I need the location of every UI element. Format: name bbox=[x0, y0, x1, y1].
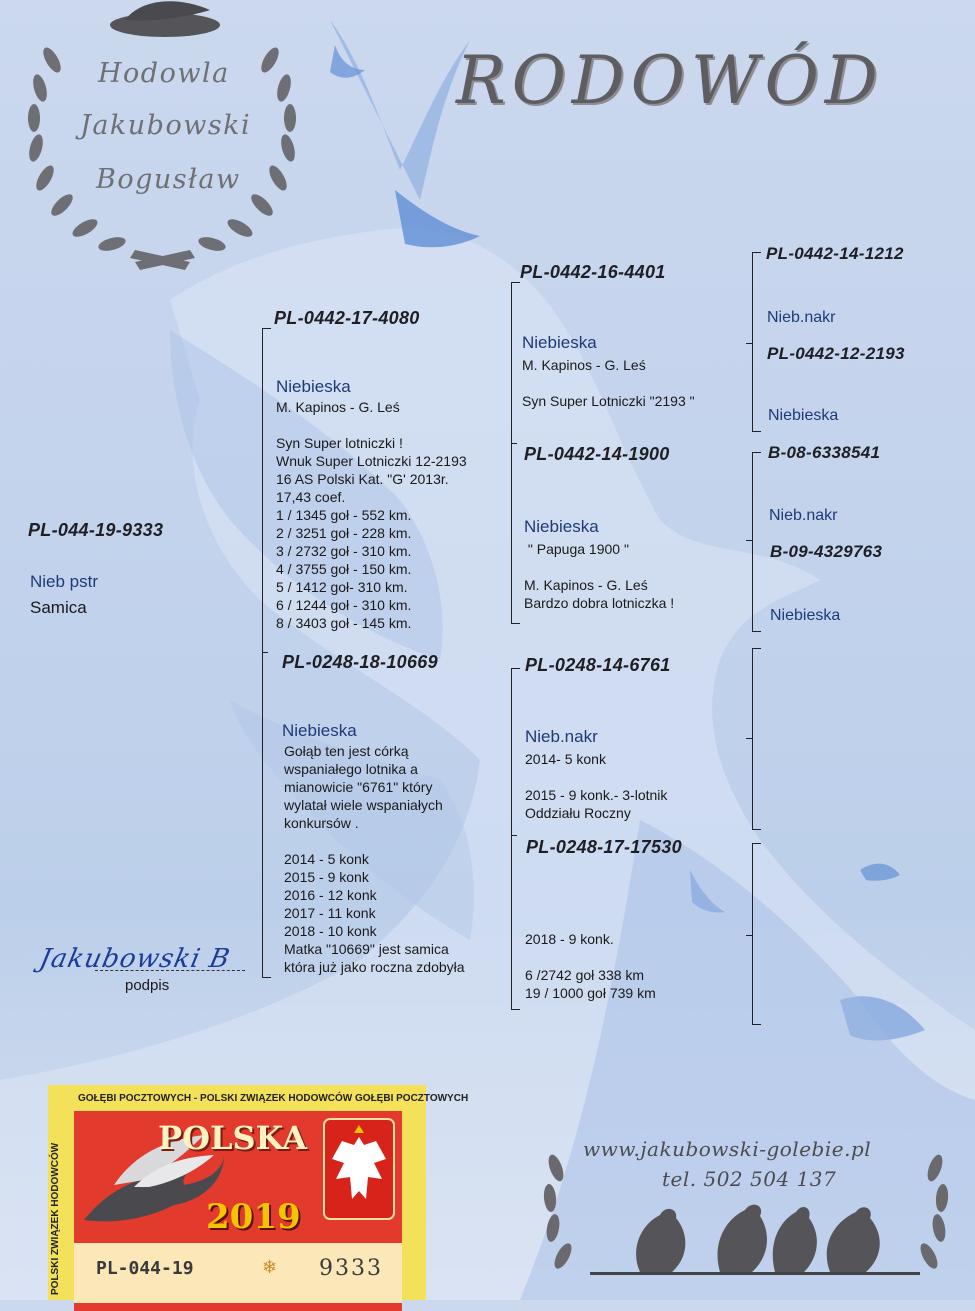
mother-note: Gołąb ten jest córką wspaniałego lotnika a mianowicie "6761" który wylatał wiele wspaniałych konkursów . 2014 - 5 konk 2015 - 9 konk 2016 - 12 konk 2017 - 11 konk 2018 - 10 konk Matka "10669" jest samica która już jako roczna zdobyła bbox=[284, 743, 465, 975]
mm-note: 2018 - 9 konk. 6 /2742 goł 338 km 19 / 1000 goł 739 km bbox=[525, 931, 656, 1001]
ff-note: M. Kapinos - G. Leś Syn Super Lotniczki "2193 " bbox=[522, 357, 695, 409]
ring-card-number: 9333 bbox=[319, 1256, 383, 1281]
ring-card bbox=[48, 1085, 469, 1300]
mf-color: Nieb.nakr bbox=[525, 727, 598, 746]
signature-handwritten: Jakubowski B bbox=[36, 944, 233, 974]
mf-ring: PL-0248-14-6761 bbox=[525, 655, 671, 675]
fm-color: Niebieska bbox=[524, 517, 599, 536]
fff-color: Nieb.nakr bbox=[767, 309, 836, 326]
fmm-color: Niebieska bbox=[770, 607, 841, 624]
eagle-emblem-icon bbox=[324, 1119, 394, 1219]
fmf-color: Nieb.nakr bbox=[769, 507, 838, 524]
fmm-ring: B-09-4329763 bbox=[770, 542, 883, 561]
bracket-fm-mid bbox=[746, 540, 752, 541]
ring-card-year: 2019 bbox=[206, 1197, 301, 1237]
ring-card-star-icon: ❄ bbox=[262, 1257, 278, 1277]
bracket-father-mid bbox=[511, 443, 517, 444]
subject-ring: PL-044-19-9333 bbox=[28, 520, 164, 540]
signature-label: podpis bbox=[125, 977, 170, 994]
bracket-father bbox=[511, 282, 520, 624]
footer-website[interactable]: www.jakubowski-golebie.pl bbox=[583, 1137, 872, 1161]
bracket-mother bbox=[511, 668, 520, 1010]
bracket-parents bbox=[262, 328, 271, 978]
bracket-fm bbox=[752, 452, 761, 632]
ring-card-country: POLSKA bbox=[158, 1119, 307, 1157]
footer-phone: tel. 502 504 137 bbox=[662, 1167, 837, 1191]
bracket-mm-mid bbox=[746, 935, 752, 936]
mother-ring: PL-0248-18-10669 bbox=[282, 652, 438, 672]
father-color: Niebieska bbox=[276, 377, 351, 396]
bracket-ff-mid bbox=[746, 343, 752, 344]
ffm-color: Niebieska bbox=[768, 407, 839, 424]
fm-ring: PL-0442-14-1900 bbox=[524, 444, 670, 464]
ff-ring: PL-0442-16-4401 bbox=[520, 262, 666, 282]
breeder-name-line-3: Bogusław bbox=[96, 164, 241, 195]
ring-card-code: PL-044-19 bbox=[96, 1258, 194, 1279]
breeder-name-line-1: Hodowla bbox=[98, 58, 230, 89]
signature-line bbox=[95, 970, 245, 971]
subject-color: Nieb pstr bbox=[30, 572, 99, 591]
mm-ring: PL-0248-17-17530 bbox=[526, 837, 682, 857]
ff-color: Niebieska bbox=[522, 333, 597, 352]
mother-color: Niebieska bbox=[282, 721, 357, 740]
ffm-ring: PL-0442-12-2193 bbox=[767, 344, 905, 363]
mf-note: 2014- 5 konk 2015 - 9 konk.- 3-lotnik Oddziału Roczny bbox=[525, 751, 668, 821]
fmf-ring: B-08-6338541 bbox=[768, 443, 881, 462]
father-note: M. Kapinos - G. Leś Syn Super lotniczki ! Wnuk Super Lotniczki 12-2193 16 AS Polski Kat. "G' 2013r. 17,43 coef. 1 / 1345 goł - 552 km. 2 / 3251 goł - 228 km. 3 / 2732 goł - 310 km. 4 / 3755 goł - 150 km. 5 / 1412 goł- 310 km. 6 / 1244 goł - 310 km. 8 / 3403 goł - 145 km. bbox=[276, 399, 467, 631]
bracket-parents-mid bbox=[262, 652, 268, 653]
ring-card-border-left: POLSKI ZWIĄZEK HODOWCÓW bbox=[50, 1142, 61, 1295]
fff-ring: PL-0442-14-1212 bbox=[766, 244, 904, 263]
fm-note: " Papuga 1900 " M. Kapinos - G. Leś Bardzo dobra lotniczka ! bbox=[524, 541, 675, 611]
breeder-name-line-2: Jakubowski bbox=[80, 110, 252, 141]
page-title: RODOWÓD bbox=[456, 42, 884, 119]
ring-card-border-top: GOŁĘBI POCZTOWYCH - POLSKI ZWIĄZEK HODOWCÓW GOŁĘBI POCZTOWYCH bbox=[78, 1093, 469, 1104]
bracket-mother-mid bbox=[511, 835, 517, 836]
ring-card-red-panel bbox=[74, 1111, 402, 1311]
father-ring: PL-0442-17-4080 bbox=[274, 308, 420, 328]
bracket-mf bbox=[752, 648, 761, 830]
bracket-mf-mid bbox=[746, 738, 752, 739]
subject-sex: Samica bbox=[30, 598, 87, 617]
bracket-mm bbox=[752, 843, 761, 1025]
bracket-ff bbox=[752, 252, 761, 432]
